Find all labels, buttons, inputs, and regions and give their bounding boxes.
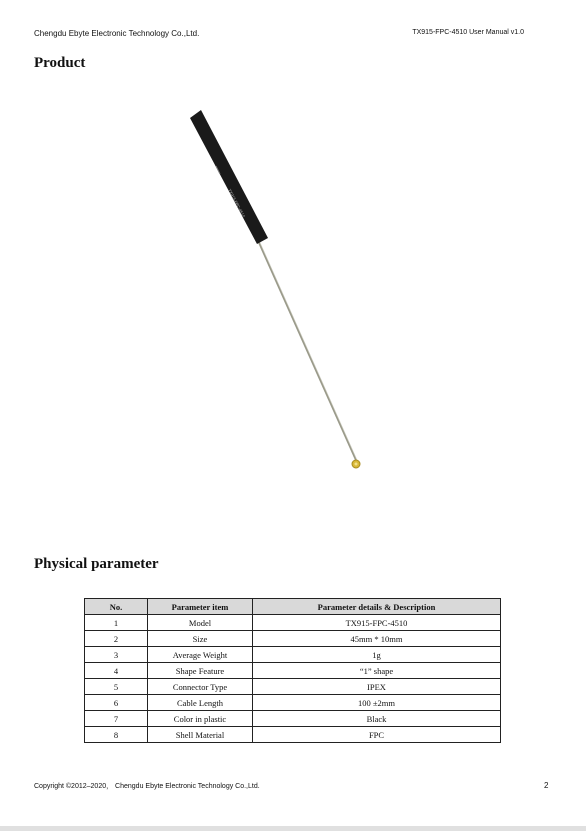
cell-description: FPC [253,727,501,743]
cell-no: 5 [85,679,148,695]
cell-description: Black [253,711,501,727]
cell-description: TX915-FPC-4510 [253,615,501,631]
cell-no: 1 [85,615,148,631]
cell-item: Shape Feature [148,663,253,679]
cell-no: 2 [85,631,148,647]
antenna-cable [257,238,356,460]
table-row [85,647,501,663]
cell-item: Average Weight [148,647,253,663]
table-row [85,615,501,631]
table-row [85,727,501,743]
cell-description: 100 ±2mm [253,695,501,711]
table-header-row [85,599,501,615]
footer-copyright: Copyright ©2012–2020， Chengdu Ebyte Electronic Technology Co.,Ltd. [34,783,260,790]
cell-item: Connector Type [148,679,253,695]
cell-no: 4 [85,663,148,679]
section-title-product: Product [34,55,86,71]
cell-item: Model [148,615,253,631]
section-title-physical: Physical parameter [34,556,159,572]
header-item: Parameter item [148,599,253,615]
table-row [85,631,501,647]
antenna-body [190,110,268,244]
table-row [85,695,501,711]
page-number: 2 [544,781,549,790]
cell-no: 8 [85,727,148,743]
table-row [85,711,501,727]
header-no: No. [85,599,148,615]
cell-description: “1” shape [253,663,501,679]
cell-description: 45mm * 10mm [253,631,501,647]
cell-no: 6 [85,695,148,711]
cell-item: Shell Material [148,727,253,743]
antenna-print: TX915-FPC-4510 [227,188,247,219]
cell-description: IPEX [253,679,501,695]
cell-no: 3 [85,647,148,663]
cell-item: Cable Length [148,695,253,711]
table-row [85,663,501,679]
header-doc-title: TX915-FPC-4510 User Manual v1.0 [412,29,524,36]
header-company: Chengdu Ebyte Electronic Technology Co.,Ltd. [34,29,200,38]
table-row [85,679,501,695]
cell-item: Size [148,631,253,647]
product-photo [150,98,436,528]
page-bottom-edge [0,826,586,831]
header-description: Parameter details & Description [253,599,501,615]
cell-item: Color in plastic [148,711,253,727]
cell-no: 7 [85,711,148,727]
cell-description: 1g [253,647,501,663]
parameter-table [84,598,501,743]
